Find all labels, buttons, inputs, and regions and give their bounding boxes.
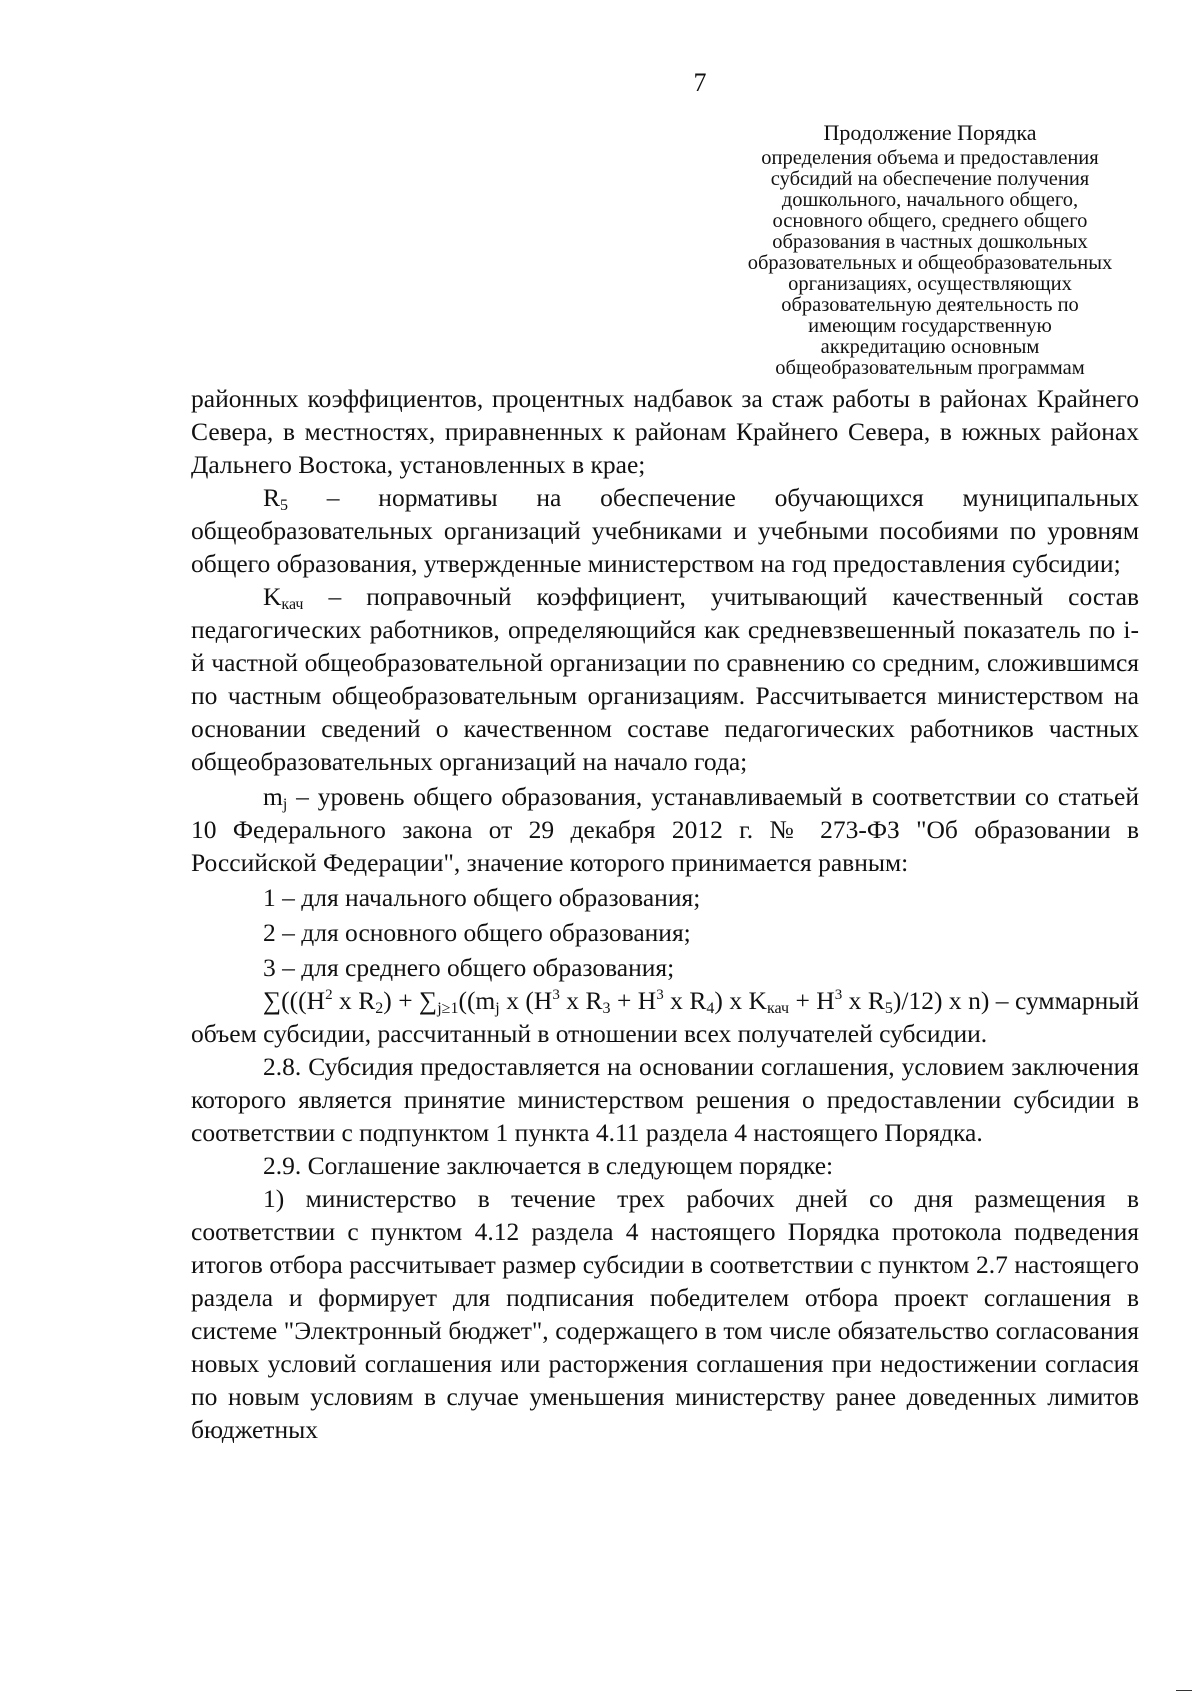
- formula-sub: кач: [766, 1000, 789, 1017]
- formula-sub: 5: [884, 1000, 893, 1017]
- header-line: общеобразовательным программам: [775, 357, 1085, 379]
- formula-description: суммарный объем субсидии, рассчитанный в отношении всех получателей субсидии.: [191, 986, 1140, 1048]
- header-line: образовательных и общеобразовательных: [747, 252, 1113, 274]
- page-number: 7: [693, 68, 707, 97]
- symbol: R: [263, 483, 281, 512]
- header-line: образовательную деятельность по: [781, 294, 1079, 316]
- formula-sup: 2: [325, 987, 333, 1003]
- header-line: субсидий на обеспечение получения: [770, 168, 1090, 190]
- symbol-subscript: j: [282, 796, 288, 813]
- document-body: [191, 382, 1139, 1446]
- list-item: 3 – для среднего общего образования;: [263, 953, 675, 982]
- formula-part: + H: [610, 986, 657, 1015]
- formula-part: ) x K: [714, 986, 767, 1015]
- formula-sub: 4: [706, 1000, 715, 1017]
- header-line: дошкольного, начального общего,: [781, 189, 1079, 211]
- formula-sup: 3: [656, 987, 664, 1003]
- header-line: образования в частных дошкольных: [772, 231, 1088, 253]
- formula-part: + H: [789, 986, 835, 1015]
- header-line: определения объема и предоставления: [761, 147, 1099, 169]
- formula-part: x (H: [499, 986, 553, 1015]
- list-item: 2 – для основного общего образования;: [263, 918, 691, 947]
- header-line: организациях, осуществляющих: [788, 273, 1072, 295]
- symbol: K: [263, 582, 282, 611]
- symbol-subscript: кач: [281, 596, 304, 613]
- formula-part: ((m: [458, 986, 496, 1015]
- formula-part: x R: [842, 986, 885, 1015]
- paragraph-r5-definition: [191, 481, 1139, 580]
- definition-text: – поправочный коэффициент, учитывающий качественный состав педагогических работников, определяющийся как средневзвешенный показатель по i-й частной общеобразовательной организации по сравнению со средним, сложившимся по частным общеобразовательным организациям. Рассчитывается министерством на основании сведений о качественном составе педагогических работников частных общеобразовательных организаций на начало года;: [191, 582, 1139, 776]
- paragraph-kkach-definition: [191, 580, 1139, 778]
- definition-text: – нормативы на обеспечение обучающихся муниципальных общеобразовательных организаций учебниками и учебными пособиями по уровням общего образования, утвержденные министерством на год предоставления субсидии;: [191, 483, 1139, 578]
- formula-paragraph: [191, 984, 1139, 1050]
- page-edge-mark: [1176, 1690, 1192, 1691]
- formula-sup: 3: [834, 987, 843, 1003]
- formula-part: )/12) x n) –: [892, 986, 1009, 1015]
- paragraph-2-9: 2.9. Соглашение заключается в следующем порядке:: [263, 1151, 834, 1180]
- header-title: Продолжение Порядка: [823, 120, 1037, 145]
- formula-part: x R: [332, 986, 376, 1015]
- formula-sub: j: [495, 1000, 500, 1017]
- paragraph-continuation: районных коэффициентов, процентных надбавок за стаж работы в районах Крайнего Севера, в местностях, приравненных к районам Крайнего Севера, в южных районах Дальнего Востока, установленных в крае;: [191, 384, 1139, 479]
- formula-sub: j≥1: [437, 1000, 459, 1017]
- formula-part: x R: [663, 986, 707, 1015]
- formula-part: ∑(((H: [263, 986, 326, 1015]
- formula-part: x R: [559, 986, 603, 1015]
- symbol-subscript: 5: [280, 497, 289, 514]
- paragraph-2-9-item-1: 1) министерство в течение трех рабочих дней со дня размещения в соответствии с пунктом 4.12 раздела 4 настоящего Порядка протокола подведения итогов отбора рассчитывает размер субсидии в соответствии с пунктом 2.7 настоящего раздела и формирует для подписания победителем отбора проект соглашения в системе "Электронный бюджет", содержащего в том числе обязательство согласования новых условий соглашения или расторжения соглашения при недостижении согласия по новым условиям в случае уменьшения министерству ранее доведенных лимитов бюджетных: [191, 1184, 1139, 1444]
- formula-sub: 3: [602, 1000, 611, 1017]
- formula-sup: 3: [552, 987, 560, 1003]
- definition-text: – уровень общего образования, устанавливаемый в соответствии со статьей 10 Федерального закона от 29 декабря 2012 г. № 273-ФЗ "Об образовании в Российской Федерации", значение которого принимается равным:: [191, 782, 1139, 877]
- header-line: аккредитацию основным: [820, 336, 1040, 358]
- header-line: имеющим государственную: [808, 315, 1052, 337]
- formula-sub: 2: [375, 1000, 384, 1017]
- paragraph-mj-definition: [191, 780, 1139, 879]
- paragraph-2-8: 2.8. Субсидия предоставляется на основании соглашения, условием заключения которого является принятие министерством решения о предоставлении субсидии в соответствии с подпунктом 1 пункта 4.11 раздела 4 настоящего Порядка.: [191, 1052, 1139, 1147]
- list-item: 1 – для начального общего образования;: [263, 883, 701, 912]
- symbol: m: [263, 782, 283, 811]
- formula-part: ) + ∑: [383, 986, 438, 1015]
- header-line: основного общего, среднего общего: [772, 210, 1088, 232]
- document-header: [720, 118, 1140, 379]
